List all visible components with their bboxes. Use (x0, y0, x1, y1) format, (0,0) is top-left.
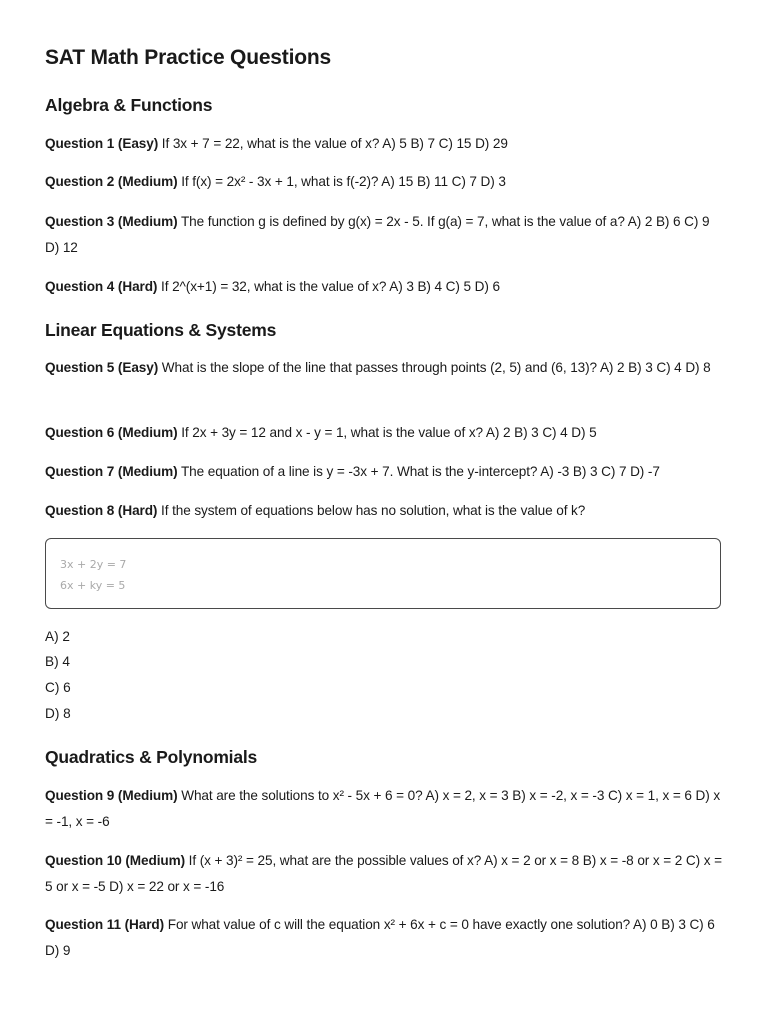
question-2 (45, 169, 725, 195)
question-label: Question 3 (Medium) (45, 214, 178, 229)
question-text: If f(x) = 2x² - 3x + 1, what is f(-2)? A) 15 B) 11 C) 7 D) 3 (177, 174, 506, 189)
question-label: Question 9 (Medium) (45, 788, 178, 803)
question-label: Question 2 (Medium) (45, 174, 178, 189)
question-label: Question 8 (Hard) (45, 503, 158, 518)
answer-choice-a: A) 2 (45, 629, 70, 644)
question-text: If the system of equations below has no solution, what is the value of k? (157, 503, 586, 518)
section-heading-quadratics: Quadratics & Polynomials (45, 747, 258, 767)
question-10 (45, 848, 725, 900)
answer-choice-b: B) 4 (45, 654, 70, 669)
question-label: Question 4 (Hard) (45, 279, 158, 294)
question-8 (45, 498, 725, 524)
question-6 (45, 420, 725, 446)
question-text: If 2x + 3y = 12 and x - y = 1, what is the value of x? A) 2 B) 3 C) 4 D) 5 (177, 425, 597, 440)
question-label: Question 6 (Medium) (45, 425, 178, 440)
question-9 (45, 783, 725, 835)
page-title: SAT Math Practice Questions (45, 46, 331, 69)
question-text: If 3x + 7 = 22, what is the value of x? A) 5 B) 7 C) 15 D) 29 (158, 136, 508, 151)
question-text: What is the slope of the line that passes through points (2, 5) and (6, 13)? A) 2 B) 3 C) 4 D) 8 (158, 360, 711, 375)
answer-choice-d: D) 8 (45, 706, 71, 721)
question-3 (45, 209, 725, 261)
question-label: Question 1 (Easy) (45, 136, 159, 151)
question-text: If (x + 3)² = 25, what are the possible values of x? A) x = 2 or x = 8 B) x = -8 or x = 2 C) x = 5 or x = -5 D) x = 22 or x = -16 (45, 853, 722, 894)
equation-line: 3x + 2y = 7 (60, 558, 127, 571)
question-text: The function g is defined by g(x) = 2x - 5. If g(a) = 7, what is the value of a? A) 2 B) 6 C) 9 D) 12 (45, 214, 710, 255)
question-1 (45, 131, 725, 157)
question-text: If 2^(x+1) = 32, what is the value of x? A) 3 B) 4 C) 5 D) 6 (157, 279, 500, 294)
question-label: Question 5 (Easy) (45, 360, 159, 375)
question-7 (45, 459, 725, 485)
question-label: Question 7 (Medium) (45, 464, 178, 479)
answer-choice-c: C) 6 (45, 680, 71, 695)
question-label: Question 11 (Hard) (45, 917, 165, 932)
question-5 (45, 355, 725, 381)
equation-system-box (45, 538, 721, 609)
question-label: Question 10 (Medium) (45, 853, 185, 868)
question-4 (45, 274, 725, 300)
question-text: For what value of c will the equation x² + 6x + c = 0 have exactly one solution? A) 0 B) 3 C) 6 D) 9 (45, 917, 715, 958)
question-text: What are the solutions to x² - 5x + 6 = 0? A) x = 2, x = 3 B) x = -2, x = -3 C) x = 1, x = 6 D) x = -1, x = -6 (45, 788, 721, 829)
question-text: The equation of a line is y = -3x + 7. What is the y-intercept? A) -3 B) 3 C) 7 D) -7 (177, 464, 660, 479)
section-heading-linear: Linear Equations & Systems (45, 320, 277, 340)
equation-line: 6x + ky = 5 (60, 579, 126, 592)
question-11 (45, 912, 725, 964)
section-heading-algebra: Algebra & Functions (45, 95, 213, 115)
